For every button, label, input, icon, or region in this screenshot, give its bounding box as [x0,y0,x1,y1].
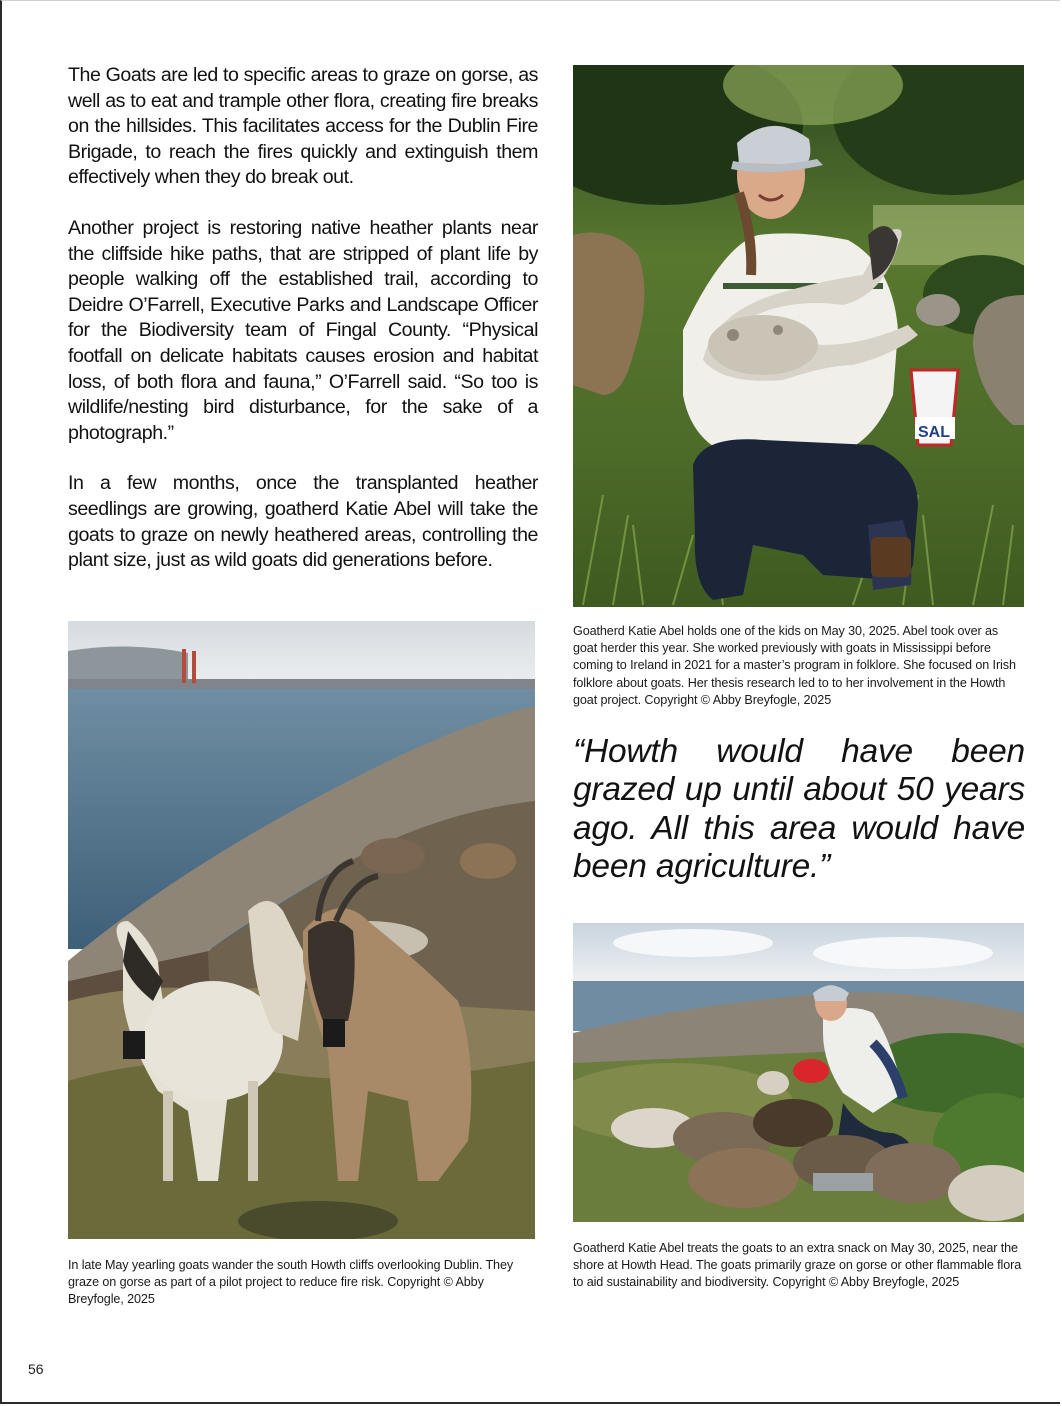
article-body [68,63,538,599]
cliff-photo-caption: In late May yearling goats wander the south Howth cliffs overlooking Dublin. They graze on gorse as part of a pilot project to reduce fire risk. Copyright © Abby Breyfogle, 2025 [68,1258,514,1307]
article-paragraph: Another project is restoring native heather plants near the cliffside hike paths, that are stripped of plant life by people walking off the established trail, according to Deidre O’Farrell, Executive Parks and Landscape Officer for the Biodiversity team of Fingal County. “Physical footfall on delicate habitats causes erosion and habitat loss, of both flora and fauna,” O’Farrell said. “So too is wildlife/nesting bird disturbance, for the sake of a photograph.” [68,216,538,444]
pull-quote: “Howth would have been grazed up until about 50 years ago. All this area would have been agriculture.” [573,733,1025,886]
article-paragraph: In a few months, once the transplanted heather seedlings are growing, goatherd Katie Abel will take the goats to graze on newly heathered areas, controlling the plant size, just as wild goats did generations before. [68,472,538,572]
bucket-label: SAL [918,424,950,441]
page-number: 56 [28,1361,44,1377]
article-paragraph: The Goats are led to specific areas to graze on gorse, as well as to eat and trample other flora, creating fire breaks on the hillsides. This facilitates access for the Dublin Fire Brigade, to reach the fires quickly and extinguish them effectively when they do break out. [68,64,538,189]
cliff-goats-photo [68,621,535,1239]
feeding-goats-photo [573,923,1024,1222]
goatherd-portrait-photo [573,65,1024,607]
portrait-photo-caption: Goatherd Katie Abel holds one of the kids on May 30, 2025. Abel took over as goat herder this year. She worked previously with goats in Mississippi before coming to Ireland in 2021 for a master’s program in folklore. She focused on Irish folklore about goats. Her thesis research led to to her involvement in the Howth goat project. Copyright © Abby Breyfogle, 2025 [573,624,1016,707]
feeding-photo-caption: Goatherd Katie Abel treats the goats to an extra snack on May 30, 2025, near the shore at Howth Head. The goats primarily graze on gorse or other flammable flora to aid sustainability and biodiversity. Copyright © Abby Breyfogle, 2025 [573,1241,1022,1290]
